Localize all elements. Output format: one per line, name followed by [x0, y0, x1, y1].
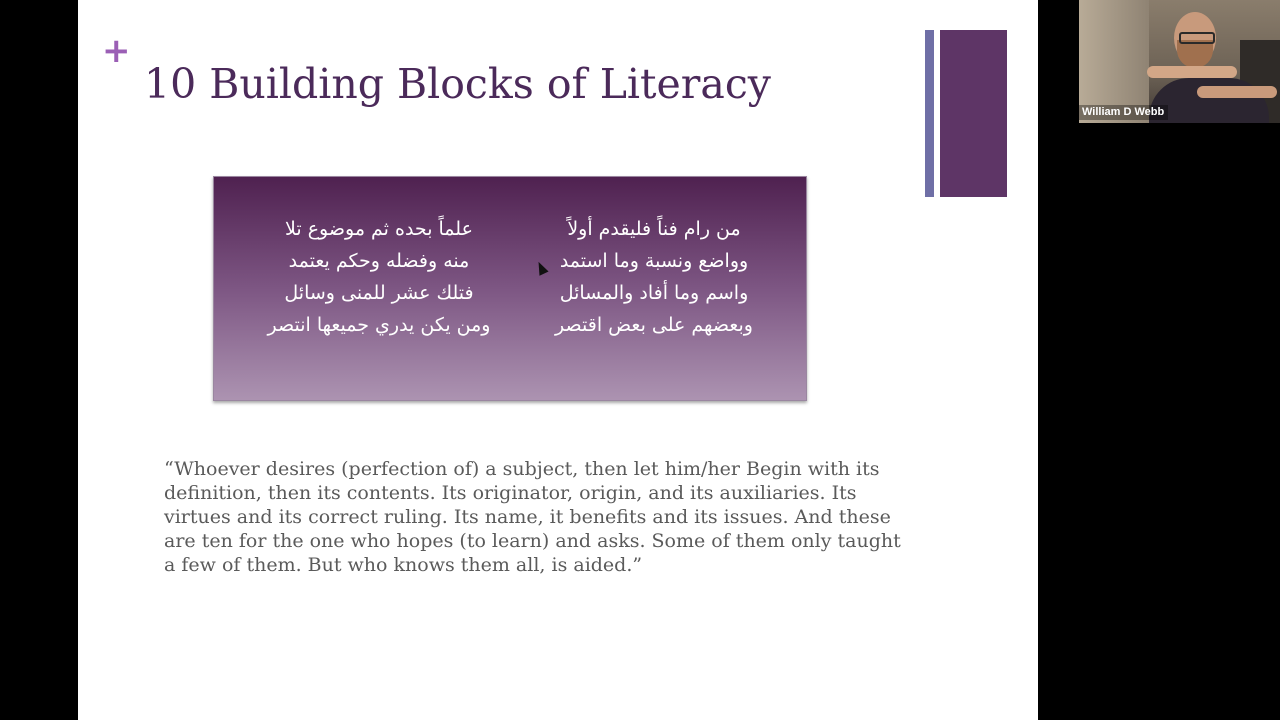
poem-line: فتلك عشر للمنى وسائل: [284, 282, 474, 304]
poem-line: من رام فناً فليقدم أولاً: [567, 218, 741, 240]
poem-line: ومن يكن يدري جميعها انتصر: [267, 314, 491, 336]
poem-column-right: [519, 213, 789, 341]
poem-line: واسم وما أفاد والمسائل: [559, 282, 749, 304]
participant-name-label: William D Webb: [1079, 105, 1168, 120]
participant-hand: [1147, 66, 1237, 78]
arabic-poem-box: [213, 176, 807, 401]
participant-beard: [1177, 40, 1213, 68]
poem-line: وواضع ونسبة وما استمد: [559, 250, 749, 272]
participant-glasses: [1179, 32, 1215, 44]
accent-bar-block: [940, 30, 1007, 197]
poem-line: علماً بحده ثم موضوع تلا: [285, 218, 473, 240]
translation-text: “Whoever desires (perfection of) a subject, then let him/her Begin with its definition, then its contents. Its originator, origin, and its auxiliaries. Its virtues and its correct ruling. Its name, it benefits and its issues. And these are ten for the one who hopes (to learn) and asks. Some of them only taught a few of them. But who knows them all, is aided.”: [164, 458, 901, 576]
plus-decoration-icon: +: [102, 31, 131, 71]
accent-bar-thin: [925, 30, 934, 197]
poem-line: وبعضهم على بعض اقتصر: [555, 314, 753, 336]
slide-title: 10 Building Blocks of Literacy: [144, 60, 771, 108]
poem-column-left: [234, 213, 524, 341]
participant-hand: [1197, 86, 1277, 98]
poem-line: منه وفضله وحكم يعتمد: [288, 250, 470, 272]
shared-slide: [78, 0, 1038, 720]
